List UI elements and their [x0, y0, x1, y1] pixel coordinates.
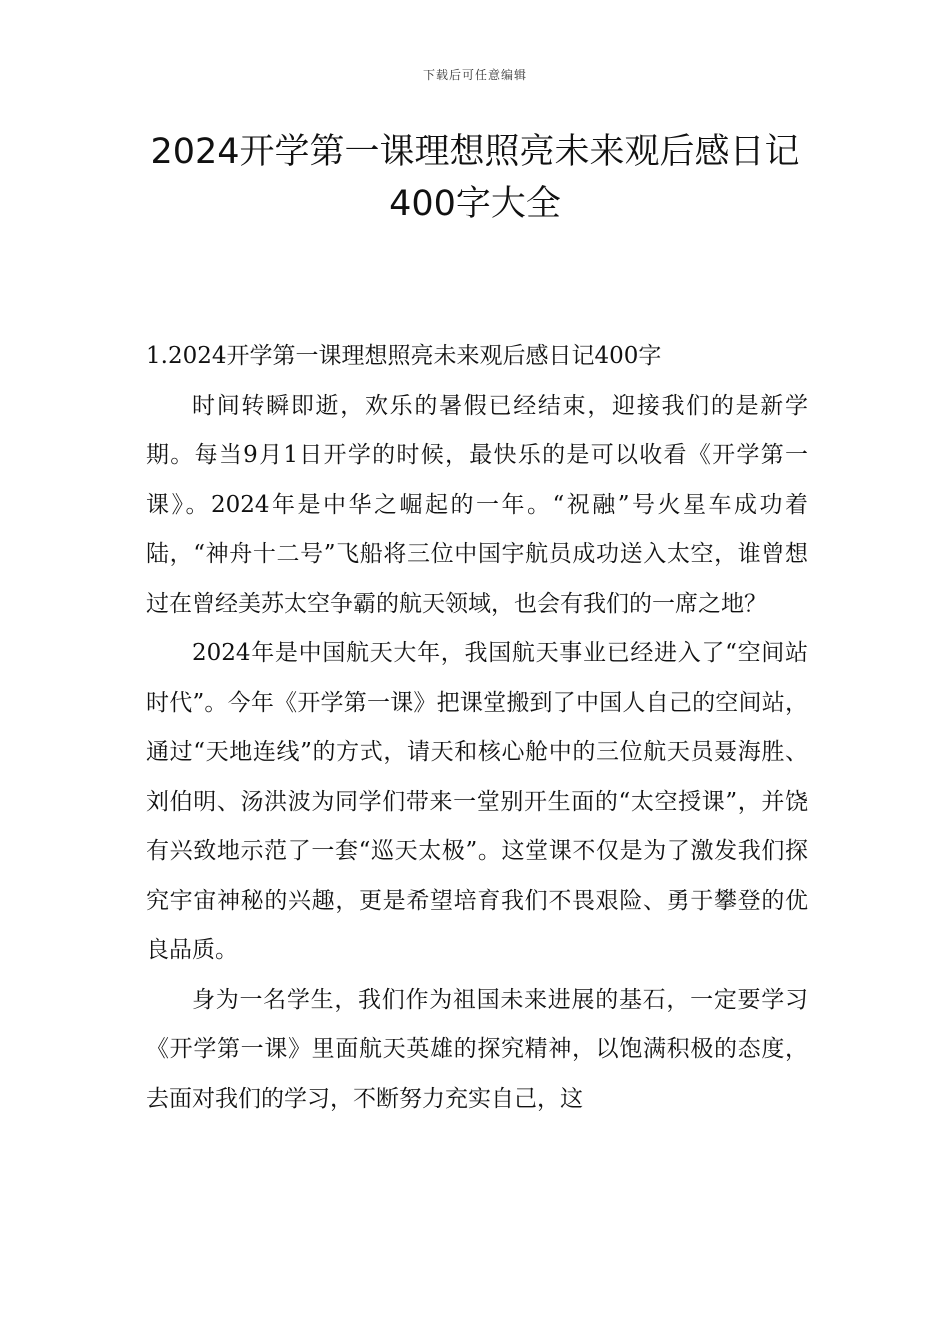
- document-title-line-2: 400字大全: [389, 184, 561, 224]
- document-body: [146, 332, 808, 1124]
- document-title-line-1: 2024开学第一课理想照亮未来观后感日记: [150, 132, 800, 172]
- section-heading: 1.2024开学第一课理想照亮未来观后感日记400字: [146, 343, 662, 369]
- document-title: [120, 126, 830, 230]
- paragraph-2: 2024年是中国航天大年，我国航天事业已经进入了“空间站时代”。今年《开学第一课》把课堂搬到了中国人自己的空间站，通过“天地连线”的方式，请天和核心舱中的三位航天员聂海胜、刘伯明、汤洪波为同学们带来一堂别开生面的“太空授课”，并饶有兴致地示范了一套“巡天太极”。这堂课不仅是为了激发我们探究宇宙神秘的兴趣，更是希望培育我们不畏艰险、勇于攀登的优良品质。: [146, 640, 808, 963]
- paragraph-1: 时间转瞬即逝，欢乐的暑假已经结束，迎接我们的是新学期。每当9月1日开学的时候，最快乐的是可以收看《开学第一课》。2024年是中华之崛起的一年。“祝融”号火星车成功着陆，“神舟十二号”飞船将三位中国宇航员成功送入太空，谁曾想过在曾经美苏太空争霸的航天领域，也会有我们的一席之地？: [146, 392, 808, 617]
- header-note: 下载后可任意编辑: [422, 68, 527, 82]
- paragraph-3: 身为一名学生，我们作为祖国未来进展的基石，一定要学习《开学第一课》里面航天英雄的探究精神，以饱满积极的态度，去面对我们的学习，不断努力充实自己，这: [146, 986, 808, 1112]
